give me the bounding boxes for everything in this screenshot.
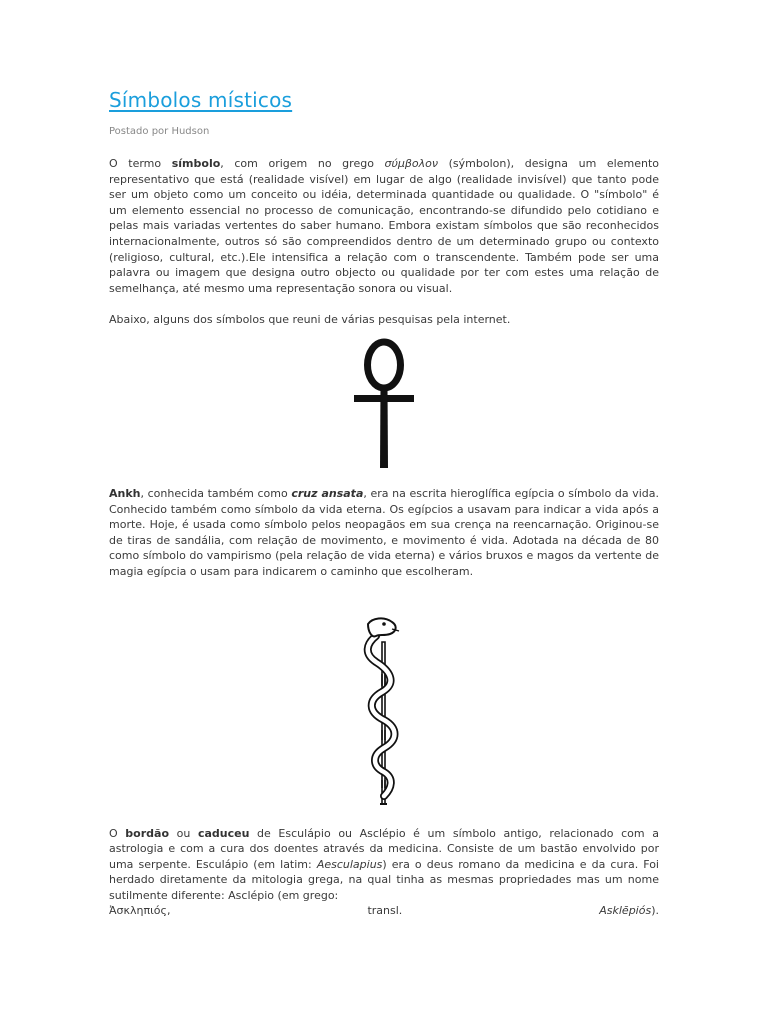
lead-paragraph: Abaixo, alguns dos símbolos que reuni de várias pesquisas pela internet. [109, 313, 511, 327]
intro-paragraph: O termo símbolo, com origem no grego σύμβολον (sýmbolon), designa um elemento representativo que está (realidade visível) em lugar de algo (realidade invisível) que tanto pode ser um objeto como um conceito ou idéia, determinada quantidade ou qualidade. O "símbolo" é um elemento essencial no processo de comunicação, encontrando-se difundido pelo cotidiano e pelas mais variadas vertentes do saber humano. Embora existam símbolos que são reconhecidos internacionalmente, outros só são compreendidos dentro de um determinado grupo ou contexto (religioso, cultural, etc.).Ele intensifica a relação com o transcendente. Também pode ser uma palavra ou imagem que designa outro objecto ou qualidade por ter com estes uma relação de semelhança, até mesmo uma representação sonora ou visual. [109, 157, 659, 295]
rod-of-asclepius-icon [354, 614, 414, 810]
staff-figure [109, 614, 659, 810]
post-title-link[interactable]: Símbolos místicos [109, 88, 293, 112]
ankh-figure [109, 338, 659, 474]
post-content [109, 88, 659, 919]
staff-paragraph: O bordão ou caduceu de Esculápio ou Asclépio é um símbolo antigo, relacionado com a astrologia e com a cura dos doentes através da medicina. Consiste de um bastão envolvido por uma serpente. Esculápio (em latim: Aesculapius) era o deus romano da medicina e da cura. Foi herdado diretamente da mitologia grega, na qual tinha as mesmas propriedades mas um nome sutilmente diferente: Asclépio (em grego: Ἀσκληπιός, transl. Asklēpiós). [109, 826, 659, 918]
ankh-paragraph: Ankh, conhecida também como cruz ansata, era na escrita hieroglífica egípcia o símbolo da vida. Conhecido também como símbolo da vida eterna. Os egípcios a usavam para indicar a vida após a morte. Hoje, é usada como símbolo pelos neopagãos em sua crença na reencarnação. Originou-se de tiras de sandália, com relação de movimento, e movimento é vida. Adotada na década de 80 como símbolo do vampirismo (pela relação de vida eterna) e vários bruxos e magos da vertente de magia egípcia o usam para indicarem o caminho que escolheram. [109, 486, 659, 578]
post-byline: Postado por Hudson [109, 126, 210, 137]
staff-last-line: Ἀσκληπιός, transl. Asklēpiós). [109, 904, 659, 918]
ankh-icon [352, 338, 416, 468]
